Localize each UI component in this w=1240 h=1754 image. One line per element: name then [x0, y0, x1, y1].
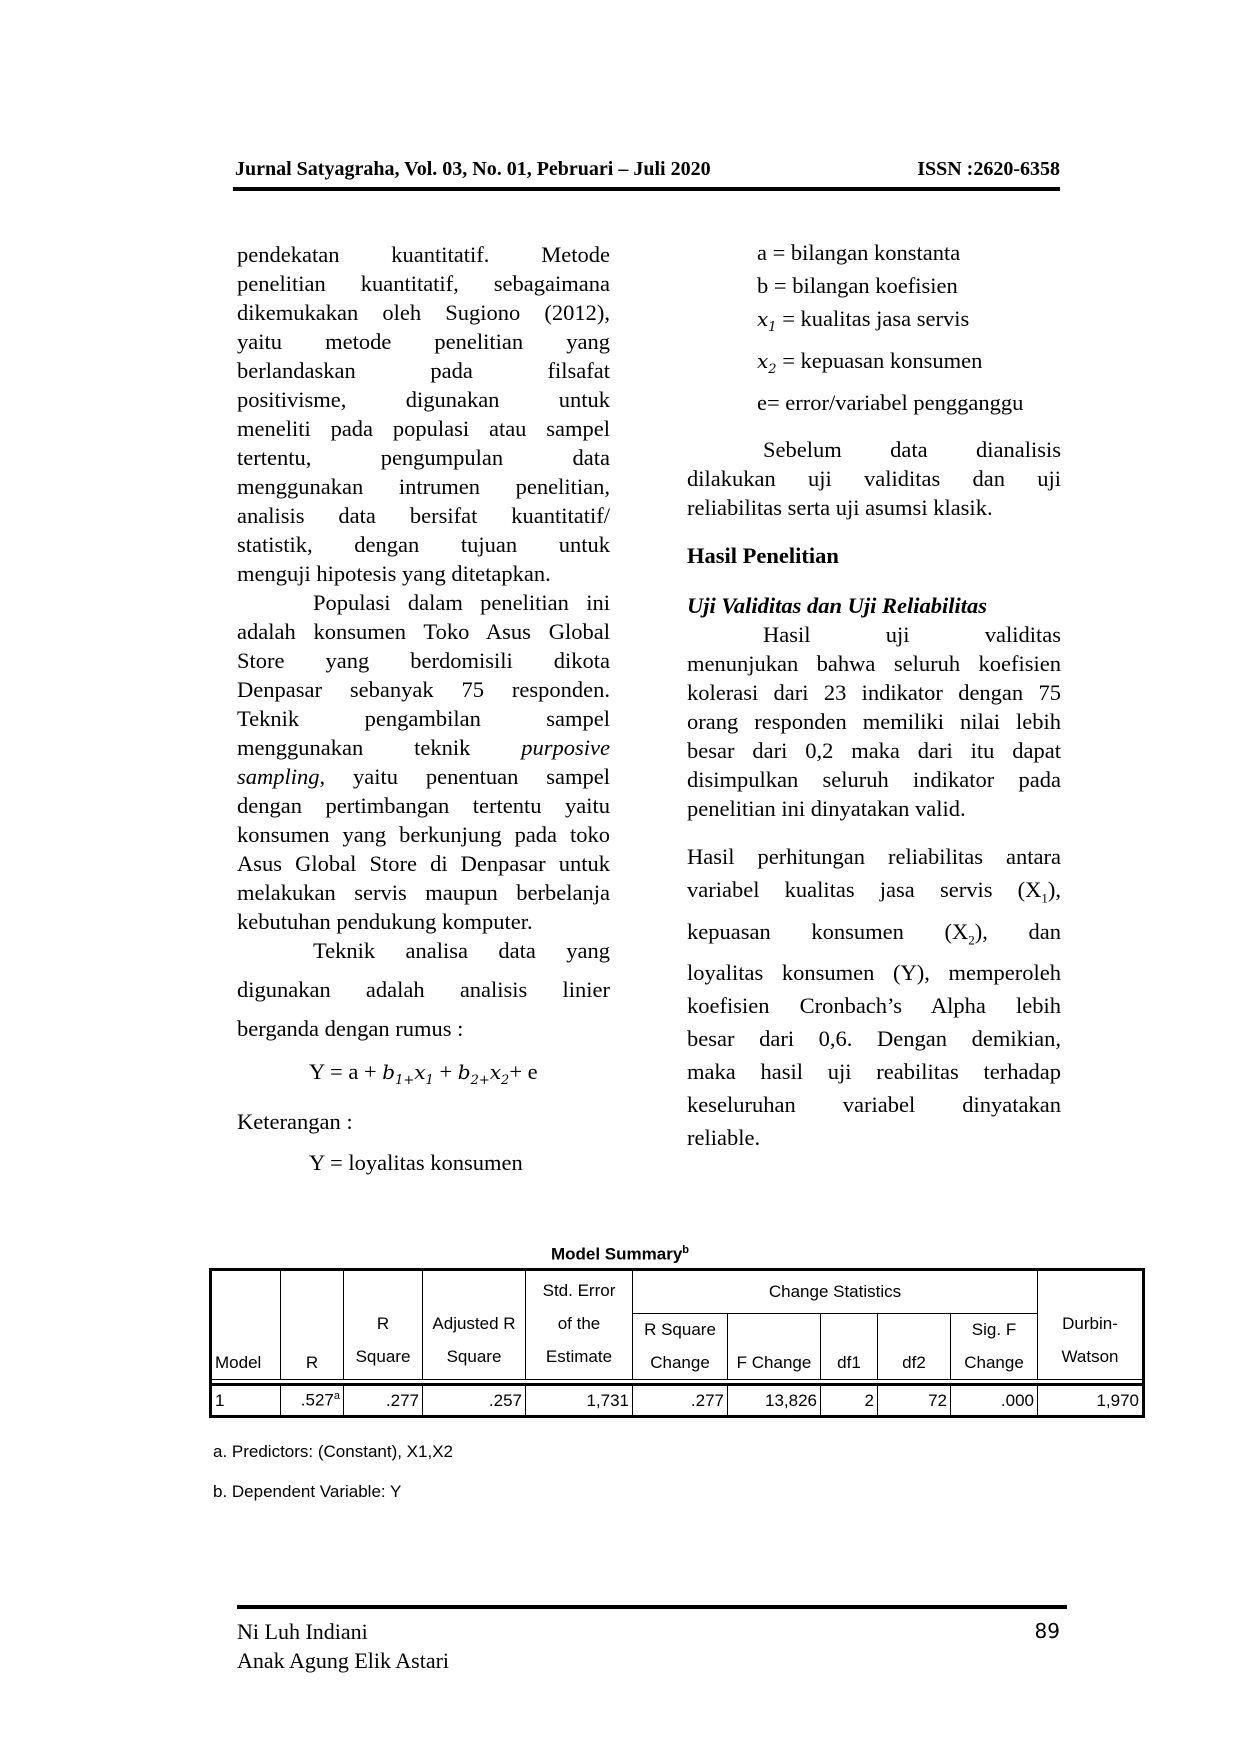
text-line: besar dari 0,2 maka dari itu dapat [687, 738, 1061, 763]
header-df2: df2 [878, 1314, 951, 1380]
text-fragment: ), dan [974, 918, 1062, 944]
journal-title: Jurnal Satyagraha, Vol. 03, No. 01, Pebruari – Juli 2020 [235, 158, 711, 180]
cell-sup: a [333, 1390, 340, 1403]
cell-sig-f-change: .000 [951, 1385, 1038, 1417]
text-line: kolerasi dari 23 indikator dengan 75 [687, 680, 1061, 705]
text-fragment: kepuasan konsumen (X [687, 918, 969, 944]
text-line: menguji hipotesis yang ditetapkan. [237, 561, 551, 586]
header-text: Square [446, 1347, 502, 1366]
text-line: dilakukan uji validitas dan uji [687, 466, 1061, 491]
definition-y: Y = loyalitas konsumen [309, 1150, 523, 1175]
subscript: 2 [968, 932, 975, 947]
footer-authors [237, 1617, 449, 1675]
header-text: Square [355, 1347, 411, 1366]
header-durbin-watson [1038, 1270, 1144, 1380]
header-text: Watson [1061, 1347, 1119, 1366]
table-title-text: Model Summary [550, 1244, 683, 1264]
text-fragment: variabel kualitas jasa servis (X [687, 877, 1042, 902]
text-line: koefisien Cronbach’s Alpha lebih [687, 993, 1061, 1018]
text-line: orang responden memiliki nilai lebih [687, 709, 1061, 734]
text-line: loyalitas konsumen (Y), memperoleh [687, 960, 1061, 985]
author-name: Anak Agung Elik Astari [237, 1648, 450, 1673]
header-r-square [344, 1270, 423, 1380]
footer-rule [237, 1605, 1067, 1609]
text-line: analisis data bersifat kuantitatif/ [237, 503, 610, 528]
definition-a: a = bilangan konstanta [757, 240, 961, 265]
text-line: statistik, dengan tujuan untuk [237, 532, 610, 557]
cell-df2: 72 [878, 1385, 951, 1417]
model-summary-table [209, 1268, 1145, 1418]
text-line: konsumen yang berkunjung pada toko [237, 822, 610, 847]
text-line [237, 733, 610, 762]
text-line: Teknik analisa data yang [313, 938, 610, 963]
table-row [211, 1385, 1144, 1417]
text-line [237, 762, 610, 791]
paragraph-before-analysis [687, 435, 1061, 522]
text-line: disimpulkan seluruh indikator pada [687, 767, 1061, 792]
paragraph-population [237, 588, 610, 936]
text-line: Sebelum data dianalisis [763, 437, 1061, 462]
table-note-a: a. Predictors: (Constant), X1,X2 [213, 1442, 453, 1461]
text-line: tertentu, pengumpulan data [237, 445, 610, 470]
header-adjusted-r-square [423, 1270, 526, 1380]
text-line: dikemukakan oleh Sugiono (2012), [237, 300, 610, 325]
formula-end: + e [509, 1059, 538, 1084]
cell-f-change: 13,826 [728, 1385, 821, 1417]
header-sig-f-change-1: Sig. F [951, 1314, 1038, 1347]
table-title-sup: b [682, 1244, 690, 1256]
definition-x2 [757, 344, 1067, 386]
header-text: Adjusted R [432, 1314, 516, 1333]
header-text: Estimate [545, 1347, 613, 1366]
section-heading: Hasil Penelitian [687, 543, 839, 568]
text-line: dengan pertimbangan tertentu yaitu [237, 793, 610, 818]
text-line: besar dari 0,6. Dengan demikian, [687, 1026, 1061, 1051]
header-r: R [281, 1270, 344, 1380]
math-x1: $x_1$ [757, 307, 777, 335]
paragraph-method [237, 240, 610, 588]
definition-text: = kualitas jasa servis [776, 306, 970, 331]
header-text: of the [557, 1314, 601, 1333]
header-f-change: F Change [728, 1314, 821, 1380]
subsection-heading: Uji Validitas dan Uji Reliabilitas [687, 593, 988, 618]
text-line [687, 915, 1061, 957]
header-sig-f-change-2: Change [951, 1347, 1038, 1380]
keterangan-label: Keterangan : [237, 1109, 353, 1134]
text-line: meneliti pada populasi atau sampel [237, 416, 610, 441]
text-line: Store yang berdomisili dikota [237, 648, 610, 673]
paragraph-reliability [687, 840, 1061, 1154]
italic-term: purposive [521, 735, 611, 760]
text-line: Teknik pengambilan sampel [237, 706, 610, 731]
table-title [0, 1244, 1240, 1265]
regression-formula: $Y = a + b_{1+}x_1 + b_{2+}x_2+ e$ [309, 1059, 538, 1088]
text-line: kebutuhan pendukung komputer. [237, 909, 533, 934]
formula-start: Y = a + [309, 1059, 383, 1084]
issn: ISSN :2620-6358 [917, 158, 1060, 180]
text-line: penelitian kuantitatif, sebagaimana [237, 271, 610, 296]
paragraph-analysis [237, 936, 610, 1043]
text-line: pendekatan kuantitatif. Metode [237, 242, 610, 267]
text-fragment: ), [1047, 877, 1061, 902]
header-text: Durbin- [1062, 1314, 1118, 1333]
definition-x1 [757, 302, 1067, 344]
table-note-b: b. Dependent Variable: Y [213, 1482, 402, 1501]
cell-adjusted-r-square: .257 [423, 1385, 526, 1417]
definition-text: = kepuasan konsumen [776, 348, 983, 373]
cell-std-error: 1,731 [526, 1385, 633, 1417]
italic-term: sampling [237, 764, 320, 789]
definition-b: b = bilangan koefisien [757, 273, 958, 298]
text-line: penelitian ini dinyatakan valid. [687, 796, 966, 821]
header-r-square-change-1: R Square [633, 1314, 728, 1347]
formula-terms: $b_{2+}x_2$ [457, 1060, 510, 1088]
text-line: adalah konsumen Toko Asus Global [237, 619, 610, 644]
cell-r-square-change: .277 [633, 1385, 728, 1417]
text-line: Denpasar sebanyak 75 responden. [237, 677, 610, 702]
text-line: menunjukan bahwa seluruh koefisien [687, 651, 1061, 676]
header-text: Std. Error [542, 1281, 616, 1300]
cell-r [281, 1385, 344, 1417]
text-line: berlandaskan pada filsafat [237, 358, 610, 383]
text-fragment: , yaitu penentuan sampel [319, 764, 610, 789]
text-line: Populasi dalam penelitian ini [313, 590, 610, 615]
left-column [237, 240, 610, 1177]
text-line: berganda dengan rumus : [237, 1016, 464, 1041]
page-number: 89 [1034, 1619, 1060, 1643]
text-line: digunakan adalah analisis linier [237, 977, 610, 1002]
text-line: Asus Global Store di Denpasar untuk [237, 851, 610, 876]
header-text: R [376, 1314, 390, 1333]
header-change-statistics: Change Statistics [633, 1270, 1038, 1314]
text-line: keseluruhan variabel dinyatakan [687, 1092, 1061, 1117]
subscript: 1 [1041, 890, 1048, 906]
variable-definitions [757, 236, 1067, 419]
running-header [235, 158, 1060, 181]
cell-model: 1 [211, 1385, 281, 1417]
text-fragment: menggunakan teknik [237, 735, 471, 760]
header-model: Model [211, 1270, 281, 1380]
text-line: Hasil perhitungan reliabilitas antara [687, 844, 1061, 869]
formula-terms: $b_{1+}x_1$ [382, 1060, 434, 1088]
header-std-error [526, 1270, 633, 1380]
text-line [687, 873, 1061, 915]
definition-e: e= error/variabel pengganggu [757, 390, 1024, 415]
header-r-square-change-2: Change [633, 1347, 728, 1380]
cell-r-square: .277 [344, 1385, 423, 1417]
author-name: Ni Luh Indiani [237, 1619, 368, 1644]
text-line: reliable. [687, 1125, 761, 1150]
text-line: positivisme, digunakan untuk [237, 387, 610, 412]
text-line: menggunakan intrumen penelitian, [237, 474, 610, 499]
cell-text: .527 [300, 1390, 334, 1410]
text-line: Hasil uji validitas [763, 622, 1061, 647]
math-x2: $x_2$ [757, 349, 777, 377]
header-rule [233, 187, 1060, 191]
text-line: reliabilitas serta uji asumsi klasik. [687, 495, 993, 520]
header-df1: df1 [821, 1314, 878, 1380]
text-line: maka hasil uji reabilitas terhadap [687, 1059, 1061, 1084]
text-line: yaitu metode penelitian yang [237, 329, 610, 354]
text-line: melakukan servis maupun berbelanja [237, 880, 610, 905]
cell-df1: 2 [821, 1385, 878, 1417]
cell-durbin-watson: 1,970 [1038, 1385, 1144, 1417]
paragraph-validity [687, 620, 1061, 823]
